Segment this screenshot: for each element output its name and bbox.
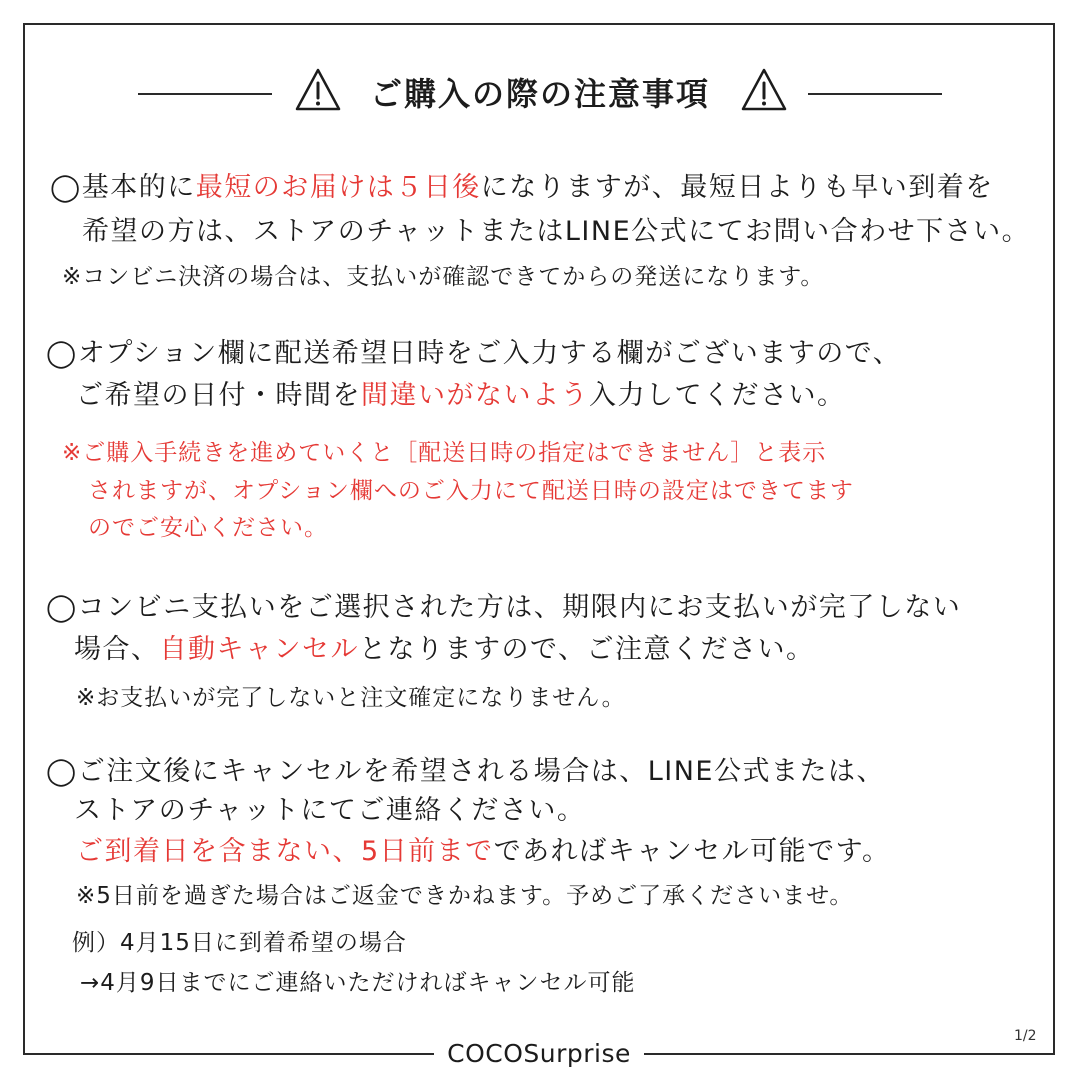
text: ご希望の日付・時間を [76,380,361,411]
highlight-text: 間違いがないよう [361,380,589,411]
footer-divider-left [23,1053,434,1055]
text: 場合、 [74,634,160,665]
notice-2-note-line-1: ※ご購入手続きを進めていくと［配送日時の指定はできません］と表示 [62,440,827,466]
highlight-text: 最短のお届けは５日後 [195,172,481,203]
notice-3-line-2 [74,630,814,670]
notice-4-example: 例）4月15日に到着希望の場合 [72,930,407,956]
notice-4-line-3 [76,832,891,872]
text: となりますので、ご注意ください。 [359,634,815,665]
warning-triangle-icon [294,66,342,114]
warning-triangle-icon [740,66,788,114]
notice-2-line-1: ◯オプション欄に配送希望日時をご入力する欄がございますので、 [46,338,902,369]
brand-logo: COCOSurprise [434,1036,644,1072]
text: になりますが、最短日よりも早い到着を [480,172,994,203]
notice-2-line-2 [76,376,846,416]
notice-4-line-2: ストアのチャットにてご連絡ください。 [74,795,586,826]
notice-4-line-1: ◯ご注文後にキャンセルを希望される場合は、LINE公式または、 [46,756,885,787]
notice-4-example-result: →4月9日までにご連絡いただければキャンセル可能 [80,970,636,996]
text: であればキャンセル可能です。 [493,836,891,867]
title-divider-right [808,93,942,95]
notice-2-note-line-3: のでご安心ください。 [88,515,328,541]
notice-2-note-line-2: されますが、オプション欄へのご入力にて配送日時の設定はできてます [88,478,854,504]
title-divider-left [138,93,272,95]
text: ◯基本的に [50,172,196,203]
highlight-text: ご到着日を含まない、5日前まで [76,836,494,867]
title-row [0,66,1080,122]
page-title: ご購入の際の注意事項 [369,75,710,113]
footer-divider-right [644,1053,1055,1055]
notice-3-line-1: ◯コンビニ支払いをご選択された方は、期限内にお支払いが完了しない [46,592,962,623]
notice-4-note: ※5日前を過ぎた場合はご返金できかねます。予めご了承くださいませ。 [76,883,854,909]
highlight-text: 自動キャンセル [159,634,359,665]
page-number: 1/2 [1014,1028,1037,1044]
notice-1-note: ※コンビニ決済の場合は、支払いが確認できてからの発送になります。 [62,264,825,290]
notice-1-line-1 [50,168,994,208]
notice-1-line-2: 希望の方は、ストアのチャットまたはLINE公式にてお問い合わせ下さい。 [82,216,1031,247]
notice-3-note: ※お支払いが完了しないと注文確定になりません。 [76,685,626,711]
text: 入力してください。 [589,380,846,411]
